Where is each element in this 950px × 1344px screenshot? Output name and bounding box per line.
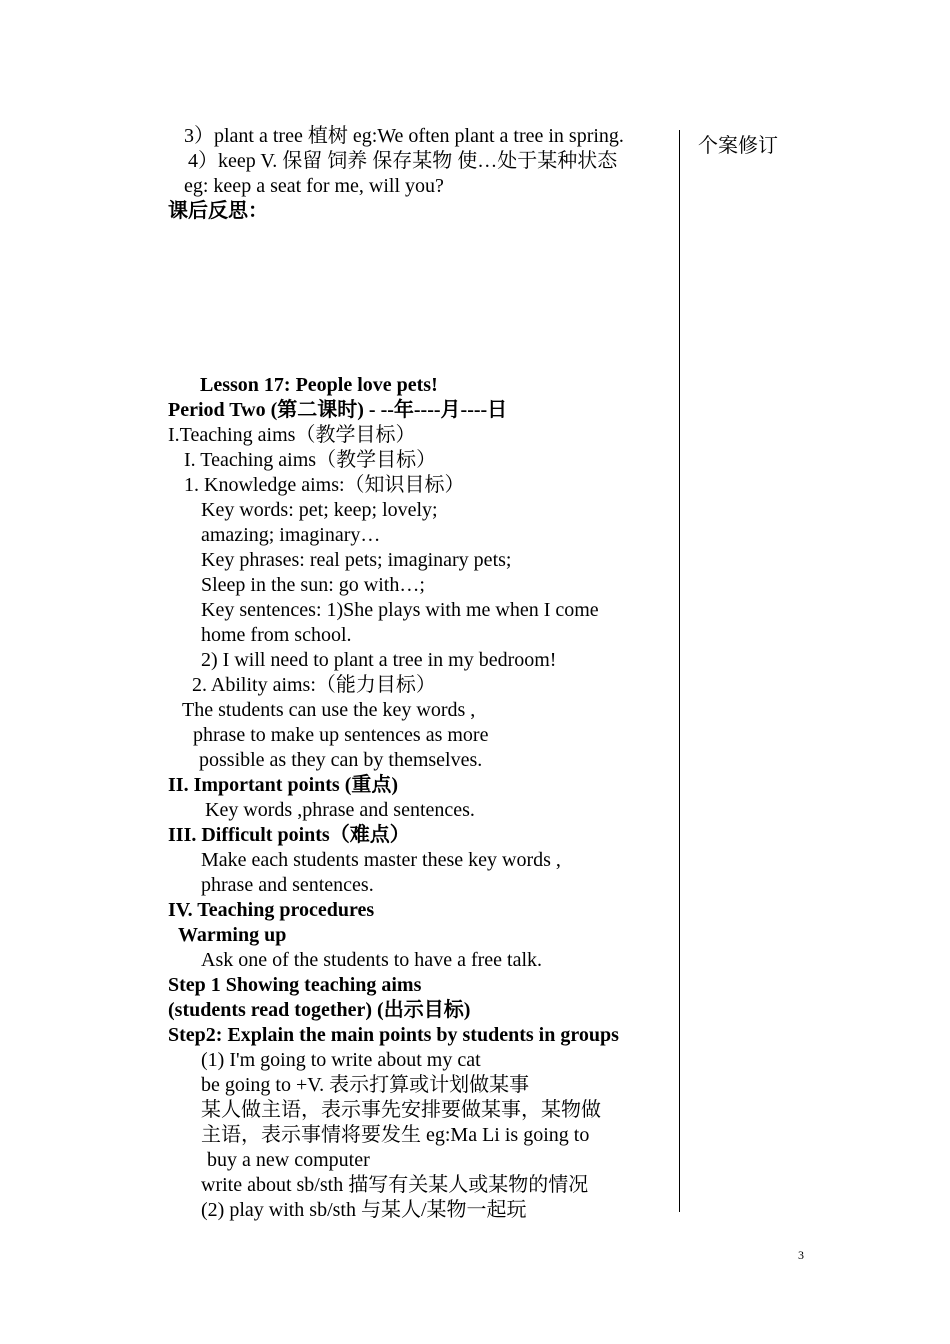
text-line: Step2: Explain the main points by students in groups bbox=[168, 1024, 619, 1046]
text-line: 2. Ability aims:（能力目标） bbox=[192, 674, 436, 696]
text-line: Key words: pet; keep; lovely; bbox=[201, 499, 438, 521]
text-line: 某人做主语，表示事先安排要做某事，某物做 bbox=[201, 1099, 601, 1121]
text-line: phrase to make up sentences as more bbox=[193, 724, 489, 746]
text-line: be going to +V. 表示打算或计划做某事 bbox=[201, 1074, 530, 1096]
text-line: The students can use the key words , bbox=[182, 699, 476, 721]
text-line: Lesson 17: People love pets! bbox=[200, 374, 438, 396]
text-line: (students read together) (出示目标) bbox=[168, 999, 471, 1021]
text-line: eg: keep a seat for me, will you? bbox=[184, 175, 444, 197]
text-line: Key phrases: real pets; imaginary pets; bbox=[201, 549, 512, 571]
text-line: amazing; imaginary… bbox=[201, 524, 381, 546]
text-line: Warming up bbox=[178, 924, 287, 946]
text-line: possible as they can by themselves. bbox=[199, 749, 483, 771]
text-line: I. Teaching aims（教学目标） bbox=[184, 449, 437, 471]
text-line: (1) I'm going to write about my cat bbox=[201, 1049, 481, 1071]
text-line: II. Important points (重点) bbox=[168, 774, 399, 796]
text-line: home from school. bbox=[201, 624, 352, 646]
text-line: Make each students master these key words , bbox=[201, 849, 561, 871]
text-line: 1. Knowledge aims:（知识目标） bbox=[184, 474, 465, 496]
text-line: 3）plant a tree 植树 eg:We often plant a tree in spring. bbox=[184, 125, 624, 147]
text-line: 2) I will need to plant a tree in my bedroom! bbox=[201, 649, 557, 671]
text-line: 主语，表示事情将要发生 eg:Ma Li is going to bbox=[201, 1124, 590, 1146]
text-line: Period Two (第二课时) - --年----月----日 bbox=[168, 399, 508, 421]
text-line: Key sentences: 1)She plays with me when I come bbox=[201, 599, 599, 621]
text-line: 4）keep V. 保留 饲养 保存某物 使…处于某种状态 bbox=[188, 150, 618, 172]
text-line: IV. Teaching procedures bbox=[168, 899, 375, 921]
column-divider bbox=[679, 130, 680, 1212]
text-line: buy a new computer bbox=[207, 1149, 370, 1171]
page-number: 3 bbox=[798, 1248, 804, 1262]
text-line: Step 1 Showing teaching aims bbox=[168, 974, 422, 996]
text-line: 课后反思： bbox=[168, 200, 268, 222]
revision-notes-heading: 个案修订 bbox=[698, 135, 778, 157]
text-line: I.Teaching aims（教学目标） bbox=[168, 424, 416, 446]
text-line: (2) play with sb/sth 与某人/某物一起玩 bbox=[201, 1199, 527, 1221]
text-line: Key words ,phrase and sentences. bbox=[205, 799, 475, 821]
text-line: phrase and sentences. bbox=[201, 874, 374, 896]
text-line: write about sb/sth 描写有关某人或某物的情况 bbox=[201, 1174, 589, 1196]
text-line: Ask one of the students to have a free talk. bbox=[201, 949, 543, 971]
text-line: Sleep in the sun: go with…; bbox=[201, 574, 425, 596]
text-line: III. Difficult points（难点） bbox=[168, 824, 410, 846]
